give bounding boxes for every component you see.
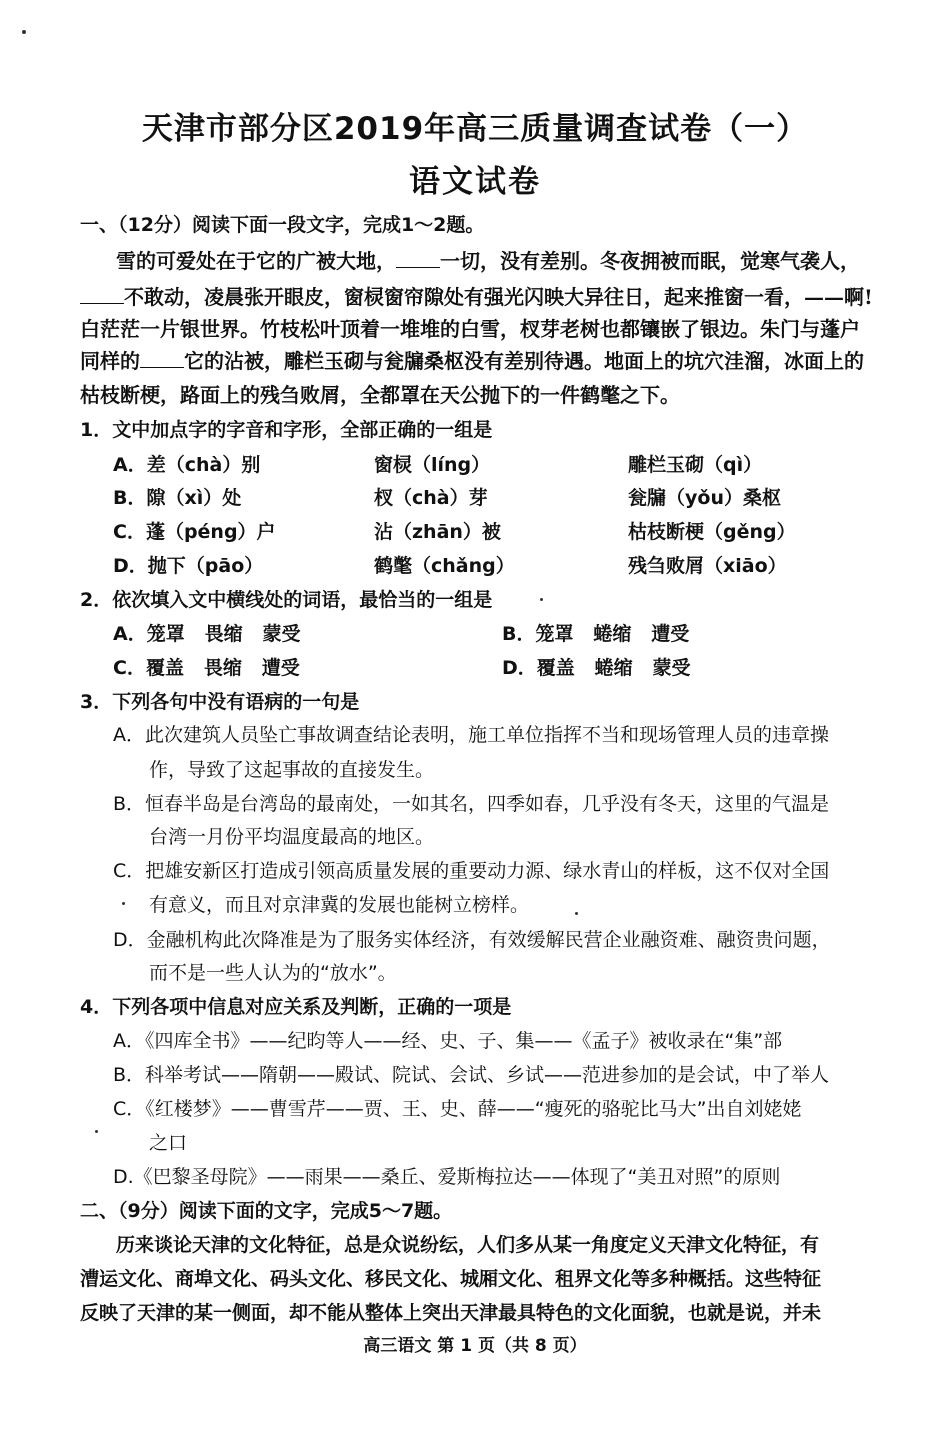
page-title: 天津市部分区2019年高三质量调查试卷（一）: [141, 111, 809, 147]
fill-blank: [140, 347, 184, 368]
passage-text: 同样的: [80, 349, 140, 373]
question-1-stem: 1．文中加点字的字音和字形，全部正确的一组是: [80, 419, 493, 441]
q1-option-a-1: A．差（chà）别: [113, 454, 261, 476]
question-3-stem: 3．下列各句中没有语病的一句是: [80, 691, 360, 713]
q2-word: C．覆盖: [113, 657, 184, 679]
q2-word: 蜷缩: [593, 623, 632, 645]
q1-option-c-2: 沾（zhān）被: [374, 521, 501, 543]
fill-blank: [80, 283, 124, 304]
q3-option-a-cont: 作，导致了这起事故的直接发生。: [149, 759, 435, 781]
page-subtitle: 语文试卷: [409, 164, 541, 200]
q3-option-d: D．金融机构此次降准是为了服务实体经济，有效缓解民营企业融资难、融资贵问题，: [113, 929, 831, 951]
q4-option-c-cont: 之口: [149, 1132, 188, 1154]
q2-option-a: [113, 620, 300, 648]
q1-option-d-2: 鹤氅（chǎng）: [374, 555, 515, 577]
passage-line: [116, 247, 860, 275]
passage-text: 不敢动，凌晨张开眼皮，窗棂窗帘隙处有强光闪映大异往日，起来推窗一看，——啊!: [124, 285, 873, 309]
q3-option-c-cont: 有意义，而且对京津冀的发展也能树立榜样。: [149, 894, 530, 916]
q1-option-d-3: 残刍败屑（xiāo）: [628, 555, 787, 577]
q1-option-a-2: 窗棂（líng）: [374, 454, 491, 476]
q1-option-c-1: C．蓬（péng）户: [113, 521, 276, 543]
passage-line: 漕运文化、商埠文化、码头文化、移民文化、城厢文化、租界文化等多种概括。这些特征: [80, 1268, 822, 1290]
q3-option-d-cont: 而不是一些人认为的“放水”。: [149, 962, 397, 984]
passage-line: [80, 347, 864, 375]
q1-option-c-3: 枯枝断梗（gěng）: [628, 521, 796, 543]
q4-option-c: C．《红楼梦》——曹雪芹——贾、王、史、薛——“瘦死的骆驼比马大”出自刘姥姥: [113, 1098, 802, 1120]
passage-text: 雪的可爱处在于它的广被大地，: [116, 249, 396, 273]
q2-word: A．笼罩: [113, 623, 185, 645]
q2-option-d: [502, 654, 691, 682]
q3-option-b-cont: 台湾一月份平均温度最高的地区。: [149, 826, 435, 848]
q3-option-b: B．恒春半岛是台湾岛的最南处，一如其名，四季如春，几乎没有冬天，这里的气温是: [113, 793, 830, 815]
question-4-stem: 4．下列各项中信息对应关系及判断，正确的一项是: [80, 996, 512, 1018]
passage-text: 它的沾被，雕栏玉砌与瓮牖桑枢没有差别待遇。地面上的坑穴洼溜，冰面上的: [184, 349, 864, 373]
scan-speck: [95, 1130, 98, 1133]
question-2-stem: 2．依次填入文中横线处的词语，最恰当的一组是: [80, 589, 493, 611]
scan-speck: [540, 598, 543, 601]
scan-speck: [575, 912, 578, 915]
q1-option-b-2: 杈（chà）芽: [374, 487, 488, 509]
scan-speck: [122, 902, 125, 905]
q2-word: 遭受: [651, 623, 690, 645]
q1-option-b-1: B．隙（xì）处: [113, 487, 242, 509]
passage-line: 历来谈论天津的文化特征，总是众说纷纭，人们多从某一角度定义天津文化特征，有: [116, 1234, 820, 1256]
q2-word: 蜷缩: [594, 657, 633, 679]
passage-line: 反映了天津的某一侧面，却不能从整体上突出天津最具特色的文化面貌，也就是说，并未: [80, 1302, 822, 1324]
q2-word: 遭受: [261, 657, 300, 679]
passage-text: 一切，没有差别。冬夜拥被而眠，觉寒气袭人，: [440, 249, 860, 273]
q2-word: 畏缩: [203, 657, 242, 679]
section-1-heading: 一、（12分）阅读下面一段文字，完成1～2题。: [80, 214, 485, 236]
q2-word: B．笼罩: [502, 623, 574, 645]
page-footer: 高三语文 第 1 页（共 8 页）: [363, 1336, 587, 1356]
q1-option-d-1: D．抛下（pāo）: [113, 555, 264, 577]
q2-option-c: [113, 654, 300, 682]
passage-line: 白茫茫一片银世界。竹枝松叶顶着一堆堆的白雪，杈芽老树也都镶嵌了银边。朱门与蓬户: [80, 317, 860, 341]
q2-word: 畏缩: [204, 623, 243, 645]
q2-word: D．覆盖: [502, 657, 575, 679]
q3-option-c: C．把雄安新区打造成引领高质量发展的重要动力源、绿水青山的样板，这不仅对全国: [113, 860, 830, 882]
passage-line: 枯枝断梗，路面上的残刍败屑，全都罩在天公抛下的一件鹤氅之下。: [80, 383, 680, 407]
q4-option-d: D.《巴黎圣母院》——雨果——桑丘、爱斯梅拉达——体现了“美丑对照”的原则: [113, 1166, 781, 1188]
q1-option-b-3: 瓮牖（yǒu）桑枢: [628, 487, 781, 509]
scan-speck: [22, 30, 26, 34]
q2-option-b: [502, 620, 689, 648]
q2-word: 蒙受: [262, 623, 301, 645]
section-2-heading: 二、（9分）阅读下面的文字，完成5～7题。: [80, 1200, 453, 1222]
q2-word: 蒙受: [652, 657, 691, 679]
q4-option-a: A．《四库全书》——纪昀等人——经、史、子、集——《孟子》被收录在“集”部: [113, 1030, 783, 1052]
q3-option-a: A．此次建筑人员坠亡事故调查结论表明，施工单位指挥不当和现场管理人员的违章操: [113, 724, 829, 746]
q4-option-b: B．科举考试——隋朝——殿试、院试、会试、乡试——范进参加的是会试，中了举人: [113, 1064, 830, 1086]
q1-option-a-3: 雕栏玉砌（qì）: [628, 454, 763, 476]
passage-line: [80, 283, 873, 311]
fill-blank: [396, 247, 440, 268]
